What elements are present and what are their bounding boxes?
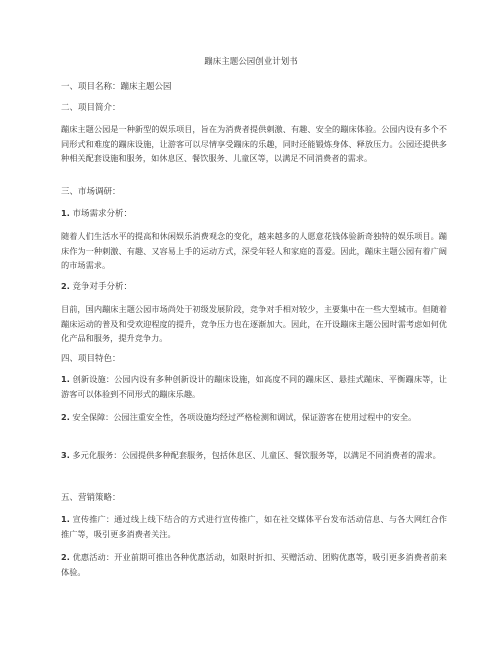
item-number: 3. (61, 450, 70, 460)
intro-paragraph: 蹦床主题公园是一种新型的娱乐项目，旨在为消费者提供刺激、有趣、安全的蹦床体验。公园内设有多个不同形式和难度的蹦床设施，让游客可以尽情享受蹦床的乐趣，同时还能锻炼身体、释放压力。公园还提供多种相关配套设施和服务，如休息区、餐饮服务、儿童区等，以满足不同消费者的需求。 (61, 124, 447, 163)
item-number: 1. (61, 208, 70, 218)
feature-item-innovation (61, 372, 447, 401)
section-heading-project-name: 一、项目名称：蹦床主题公园 (61, 82, 172, 92)
item-title: 竞争对手分析： (72, 282, 133, 292)
section-heading-features: 四、项目特色： (61, 354, 121, 364)
marketing-item-promotion (61, 512, 447, 541)
item-number: 1. (61, 514, 70, 524)
item-title: 市场需求分析： (72, 209, 133, 219)
item-text: 优惠活动：开业前期可推出各种优惠活动，如限时折扣、买赠活动、团购优惠等，吸引更多消费者前来体验。 (61, 552, 447, 577)
item-text: 安全保障：公园注重安全性，各项设施均经过严格检测和调试，保证游客在使用过程中的安全。 (72, 412, 417, 422)
item-text: 多元化服务：公园提供多种配套服务，包括休息区、儿童区、餐饮服务等，以满足不同消费者的需求。 (72, 450, 441, 460)
section-heading-market-research: 三、市场调研： (61, 187, 121, 197)
item-number: 2. (61, 412, 70, 422)
item-number: 1. (61, 374, 70, 384)
document-title: 蹦床主题公园创业计划书 (204, 57, 298, 67)
market-demand-heading (61, 207, 132, 220)
market-demand-paragraph: 随着人们生活水平的提高和休闲娱乐消费观念的变化，越来越多的人愿意花钱体验新奇独特的娱乐项目。蹦床作为一种刺激、有趣、又容易上手的运动方式，深受年轻人和家庭的喜爱。因此，蹦床主题公园有着广阔的市场需求。 (61, 231, 447, 270)
item-text: 宣传推广：通过线上线下结合的方式进行宣传推广，如在社交媒体平台发布活动信息、与各大网红合作推广等，吸引更多消费者关注。 (61, 514, 447, 539)
section-heading-marketing: 五、营销策略： (61, 493, 121, 503)
feature-item-safety (61, 410, 447, 425)
item-number: 2. (61, 552, 70, 562)
marketing-item-discounts (61, 550, 447, 579)
competitor-heading (61, 280, 132, 293)
feature-item-services (61, 448, 447, 463)
section-heading-intro: 二、项目简介： (61, 103, 121, 113)
competitor-paragraph: 目前，国内蹦床主题公园市场尚处于初级发展阶段，竞争对手相对较少，主要集中在一些大型城市。但随着蹦床运动的普及和受欢迎程度的提升，竞争压力也在逐渐加大。因此，在开设蹦床主题公园时需考虑如何优化产品和服务，提升竞争力。 (61, 304, 447, 343)
item-number: 2. (61, 281, 70, 291)
item-text: 创新设施：公园内设有多种创新设计的蹦床设施，如高度不同的蹦床区、悬挂式蹦床、平衡蹦床等，让游客可以体验到不同形式的蹦床乐趣。 (61, 374, 447, 399)
